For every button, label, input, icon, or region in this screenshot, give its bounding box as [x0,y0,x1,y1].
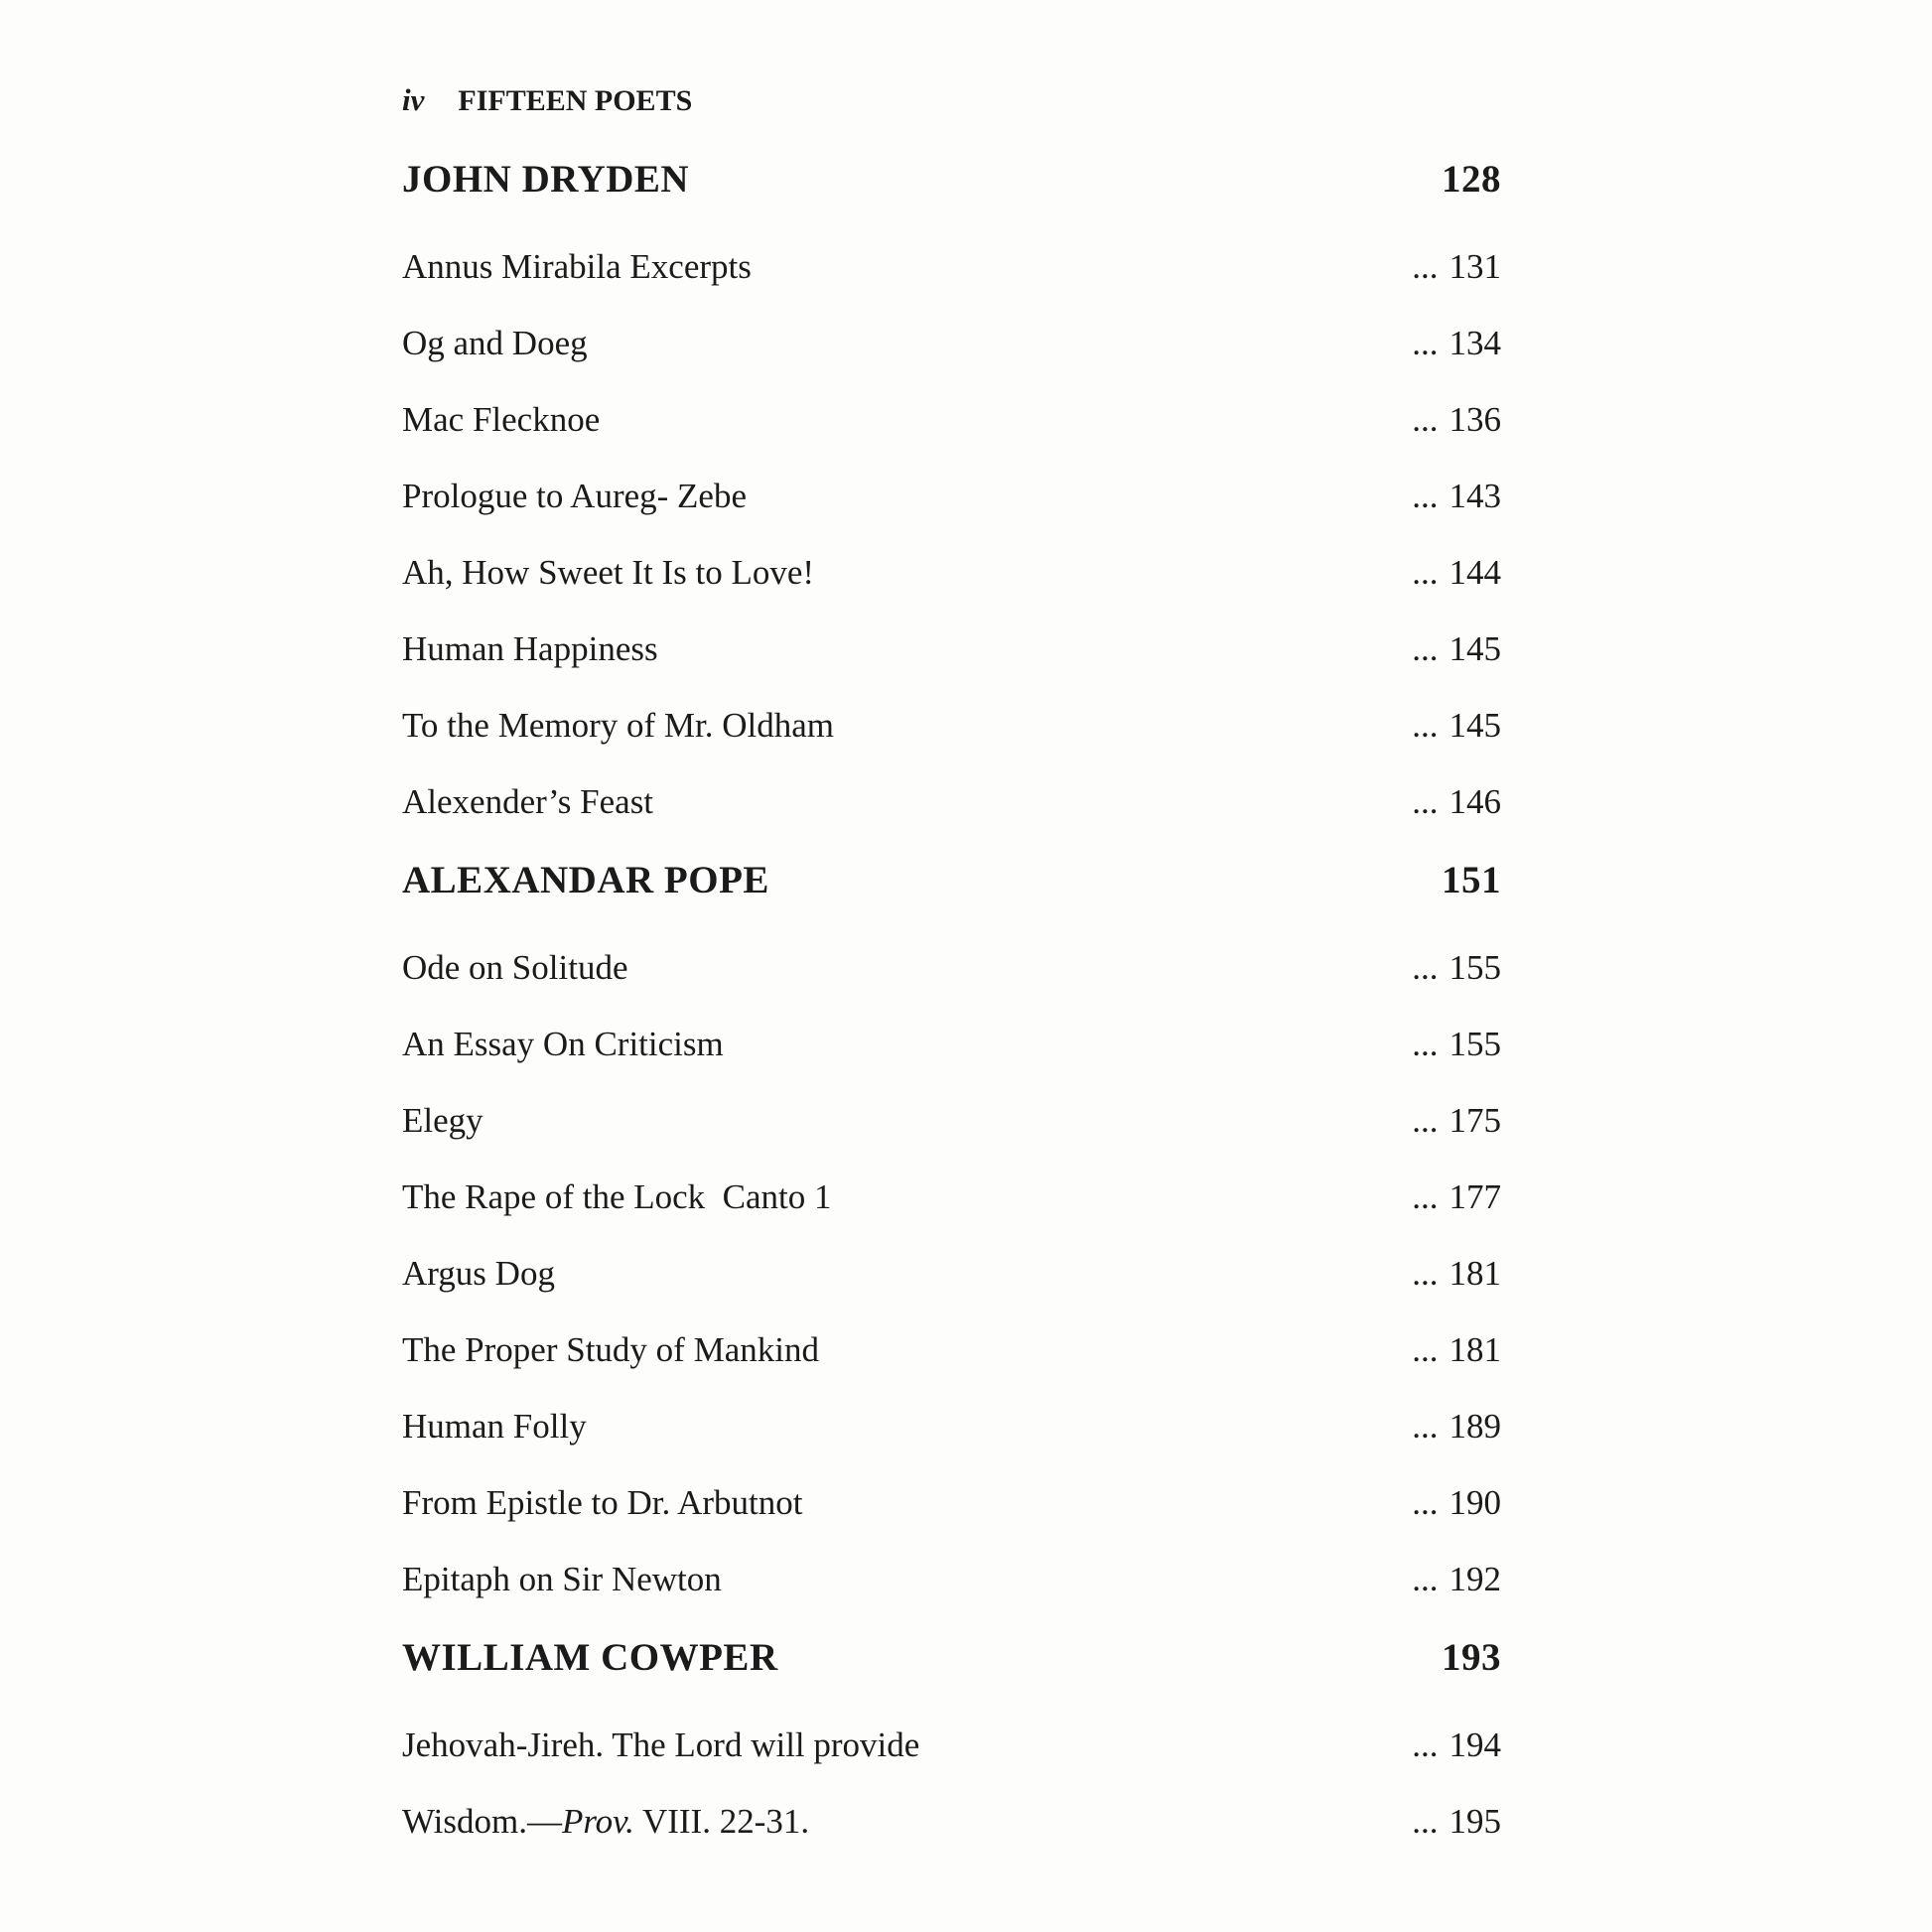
entry-title: Ah, How Sweet It Is to Love! [402,553,815,592]
entry-title: Argus Dog [402,1254,555,1293]
toc-entry [402,1802,1501,1841]
entry-page: 145 [1449,629,1501,668]
entry-leader: ... [1412,1101,1439,1140]
entry-pagenum [1412,1025,1501,1063]
entry-leader: ... [1412,1802,1439,1841]
entry-leader: ... [1412,477,1439,515]
entry-page: 195 [1449,1802,1501,1841]
toc-section [402,859,1501,1598]
entry-page: 144 [1449,553,1501,592]
entry-pagenum [1412,400,1501,439]
entry-page: 189 [1449,1407,1501,1446]
toc-entry [402,1177,1501,1216]
entry-title: To the Memory of Mr. Oldham [402,706,834,745]
entry-leader: ... [1412,1725,1439,1764]
entry-pagenum [1412,477,1501,515]
entry-title: Human Folly [402,1407,587,1446]
entry-leader: ... [1412,1483,1439,1522]
author-name: JOHN DRYDEN [402,158,690,201]
author-name: ALEXANDAR POPE [402,859,769,901]
author-page: 128 [1442,158,1501,201]
toc-entry [402,324,1501,362]
entry-title: Mac Flecknoe [402,400,601,439]
entry-title: An Essay On Criticism [402,1025,724,1063]
toc-entry [402,247,1501,286]
toc-entry [402,1254,1501,1293]
toc-entry [402,1025,1501,1063]
entry-pagenum [1412,247,1501,286]
entry-title: From Epistle to Dr. Arbutnot [402,1483,803,1522]
entry-title: Elegy [402,1101,483,1140]
entry-page: 190 [1449,1483,1501,1522]
entry-page: 155 [1449,948,1501,987]
entry-pagenum [1412,1177,1501,1216]
entry-pagenum [1412,1254,1501,1293]
entry-page: 192 [1449,1560,1501,1598]
entry-pagenum [1412,1725,1501,1764]
entry-title: Annus Mirabila Excerpts [402,247,752,286]
toc-entry [402,629,1501,668]
entry-pagenum [1412,1802,1501,1841]
entry-leader: ... [1412,1330,1439,1369]
toc-entry [402,782,1501,821]
toc-entry [402,948,1501,987]
entry-leader: ... [1412,1254,1439,1293]
table-of-contents [402,158,1501,1841]
entry-pagenum [1412,1560,1501,1598]
entry-page: 181 [1449,1330,1501,1369]
entry-page: 146 [1449,782,1501,821]
entry-leader: ... [1412,948,1439,987]
toc-entry [402,400,1501,439]
page-number-roman: iv [402,82,425,117]
entry-pagenum [1412,629,1501,668]
entry-title-part-italic: Prov. [561,1802,634,1841]
entry-page: 175 [1449,1101,1501,1140]
entry-page: 145 [1449,706,1501,745]
entry-pagenum [1412,553,1501,592]
toc-entry [402,1101,1501,1140]
toc-section [402,158,1501,821]
toc-entry [402,706,1501,745]
entry-title-part: VIII. 22-31. [633,1802,810,1841]
toc-entry [402,1560,1501,1598]
entry-title: Og and Doeg [402,324,588,362]
entry-leader: ... [1412,782,1439,821]
entry-pagenum [1412,1101,1501,1140]
entry-title: The Rape of the Lock Canto 1 [402,1177,832,1216]
author-page: 151 [1442,859,1501,901]
toc-entry [402,1330,1501,1369]
entry-pagenum [1412,782,1501,821]
entry-title: Prologue to Aureg- Zebe [402,477,747,515]
entry-pagenum [1412,324,1501,362]
author-page: 193 [1442,1636,1501,1679]
entry-leader: ... [1412,247,1439,286]
entry-page: 155 [1449,1025,1501,1063]
entry-page: 194 [1449,1725,1501,1764]
toc-section [402,1636,1501,1841]
entry-pagenum [1412,1483,1501,1522]
entry-leader: ... [1412,629,1439,668]
toc-entry [402,553,1501,592]
section-heading [402,1636,1501,1680]
entry-leader: ... [1412,324,1439,362]
toc-entry [402,1483,1501,1522]
toc-entry [402,1407,1501,1446]
entry-leader: ... [1412,1407,1439,1446]
entry-pagenum [1412,1407,1501,1446]
entry-leader: ... [1412,1025,1439,1063]
entry-pagenum [1412,1330,1501,1369]
entry-title: Alexender’s Feast [402,782,654,821]
entry-title-part: Wisdom.— [402,1802,562,1841]
entry-page: 131 [1449,247,1501,286]
entry-title [402,1802,809,1841]
entry-page: 177 [1449,1177,1501,1216]
page-header [402,83,1501,118]
entry-title: Jehovah-Jireh. The Lord will provide [402,1725,920,1764]
entry-page: 143 [1449,477,1501,515]
entry-title: Ode on Solitude [402,948,628,987]
entry-leader: ... [1412,400,1439,439]
section-heading [402,158,1501,202]
author-name: WILLIAM COWPER [402,1636,778,1679]
toc-entry [402,477,1501,515]
entry-page: 136 [1449,400,1501,439]
entry-leader: ... [1412,706,1439,745]
entry-pagenum [1412,948,1501,987]
entry-page: 134 [1449,324,1501,362]
entry-leader: ... [1412,1177,1439,1216]
entry-pagenum [1412,706,1501,745]
entry-title: The Proper Study of Mankind [402,1330,819,1369]
entry-page: 181 [1449,1254,1501,1293]
entry-leader: ... [1412,553,1439,592]
entry-title: Human Happiness [402,629,658,668]
book-title: FIFTEEN POETS [458,84,693,117]
section-heading [402,859,1501,902]
entry-leader: ... [1412,1560,1439,1598]
toc-entry [402,1725,1501,1764]
entry-title: Epitaph on Sir Newton [402,1560,722,1598]
